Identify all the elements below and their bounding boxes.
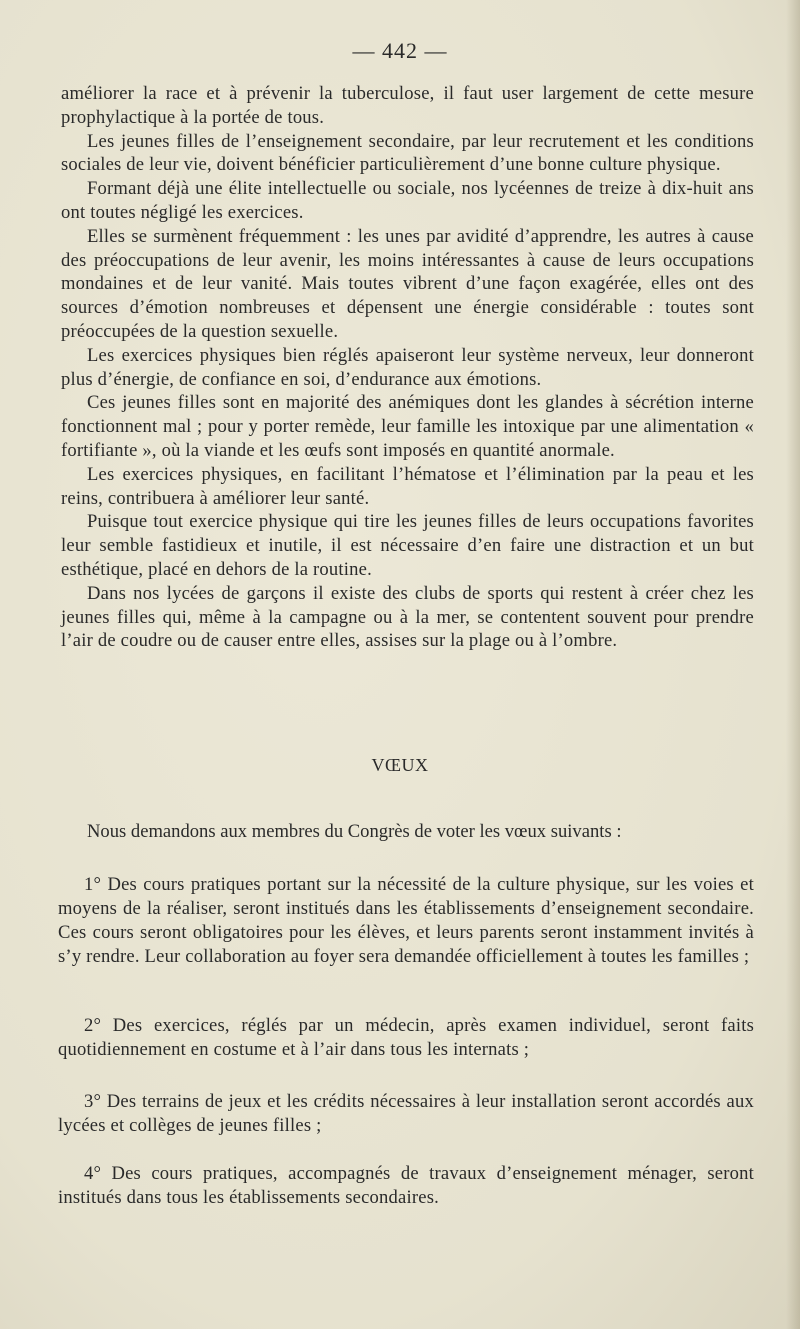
paragraph: Puisque tout exercice physique qui tire les jeunes filles de leurs occupations favorites leur semble fastidieux et inutile, il est nécessaire d’en faire une distraction et un but esthétique, placé en dehors de la routine. (61, 511, 754, 580)
paragraph: Les jeunes filles de l’enseignement secondaire, par leur recrutement et les conditions sociales de leur vie, doivent bénéficier particulièrement d’une bonne culture physique. (61, 130, 754, 176)
paragraph: améliorer la race et à prévenir la tuberculose, il faut user largement de cette mesure prophylactique à la portée de tous. (61, 83, 754, 128)
section-heading: VŒUX (371, 755, 429, 775)
intro-text: Nous demandons aux membres du Congrès de voter les vœux suivants : (87, 821, 622, 842)
paragraph: Les exercices physiques bien réglés apaiseront leur système nerveux, leur donneront plus d’énergie, de confiance en soi, d’endurance aux émotions. (61, 344, 754, 390)
wish-item-3: 3° Des terrains de jeux et les crédits nécessaires à leur installation seront accordés aux lycées et collèges de jeunes filles ; (58, 1091, 754, 1136)
paragraph: Formant déjà une élite intellectuelle ou sociale, nos lycéennes de treize à dix-huit ans ont toutes négligé les exercices. (61, 178, 754, 223)
paragraph: Dans nos lycées de garçons il existe des clubs de sports qui restent à créer chez les jeunes filles qui, même à la campagne ou à la mer, se contentent souvent pour prendre l’air de coudre ou de causer entre elles, assises sur la plage ou à l’ombre. (61, 582, 754, 652)
paragraph: Ces jeunes filles sont en majorité des anémiques dont les glandes à sécrétion interne fonctionnent mal ; pour y porter remède, leur famille les intoxique par une alimentation « fortifiante », où la viande et les œufs sont imposés en quantité anormale. (61, 392, 754, 461)
page-edge-shadow (786, 0, 800, 1329)
page-number: — 442 — (352, 38, 448, 63)
wish-item-2: 2° Des exercices, réglés par un médecin, après examen individuel, seront faits quotidiennement en costume et à l’air dans tous les internats ; (58, 1015, 754, 1060)
wish-item-4: 4° Des cours pratiques, accompagnés de travaux d’enseignement ménager, seront institués dans tous les établissements secondaires. (58, 1163, 754, 1208)
paragraph: Elles se surmènent fréquemment : les unes par avidité d’apprendre, les autres à cause des préoccupations de leur avenir, les moins intéressantes à cause de leurs occupations mondaines et de leur vanité. Mais toutes vibrent d’une façon exagérée, elles ont des sources d’émotion nombreuses et dépensent une énergie considérable : toutes sont préoccupées de la question sexuelle. (61, 225, 754, 342)
wish-item-1: 1° Des cours pratiques portant sur la nécessité de la culture physique, sur les voies et moyens de la réaliser, seront institués dans les établissements d’enseignement secondaire. Ces cours seront obligatoires pour les élèves, et leurs parents seront instamment invités à s’y rendre. Leur collaboration au foyer sera demandée officiellement à toutes les familles ; (58, 874, 754, 967)
body-text (61, 82, 754, 653)
paragraph: Les exercices physiques, en facilitant l’hématose et l’élimination par la peau et les reins, contribuera à améliorer leur santé. (61, 463, 754, 509)
